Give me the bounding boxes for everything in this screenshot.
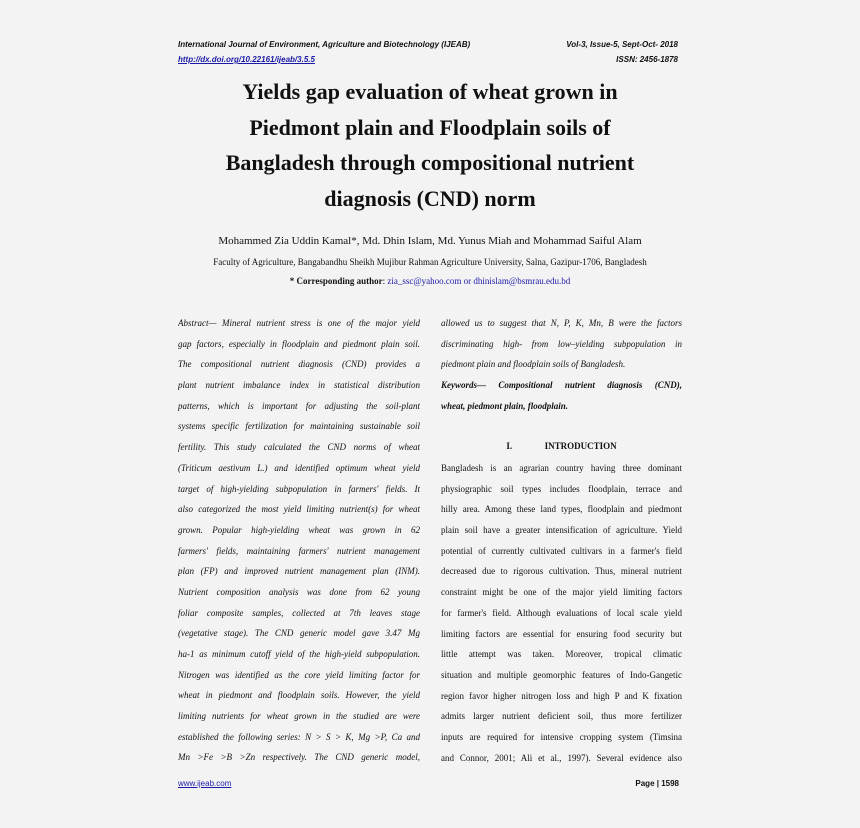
introduction-body bbox=[441, 458, 682, 768]
title-line: Piedmont plain and Floodplain soils of bbox=[249, 114, 611, 140]
volume-issue: Vol-3, Issue-5, Sept-Oct- 2018 bbox=[566, 40, 678, 49]
abstract-line: foliar composite samples, collected at 7th leaves stage bbox=[178, 607, 420, 618]
intro-line: region favor higher nitrogen loss and high P and K fixation bbox=[441, 690, 682, 701]
abstract-line: Nitrogen was identified as the core yield limiting factor for bbox=[178, 669, 420, 680]
journal-website-link[interactable]: www.ijeab.com bbox=[178, 779, 232, 788]
abstract-line: farmers' fields, maintaining farmers' nutrient management bbox=[178, 545, 420, 556]
abstract-line: plan (FP) and improved nutrient management plan (INM). bbox=[178, 566, 420, 577]
section-title: INTRODUCTION bbox=[544, 441, 617, 451]
abstract-line: The compositional nutrient diagnosis (CND) provides a bbox=[178, 359, 420, 370]
intro-line: admits larger nutrient deficient soil, thus more fertilizer bbox=[441, 711, 682, 722]
intro-line: and Connor, 2001; Ali et al., 1997). Several evidence also bbox=[441, 752, 682, 763]
abstract-continued bbox=[441, 313, 682, 375]
keywords-line: wheat, piedmont plain, floodplain. bbox=[441, 400, 569, 411]
abstract-line: (vegetative stage). The CND generic model gave 3.47 Mg bbox=[178, 628, 420, 639]
intro-line: constraint might be one of the major yield limiting factors bbox=[441, 587, 682, 598]
intro-line: inputs are required for intensive cropping system (Timsina bbox=[441, 731, 682, 742]
email-links[interactable]: zia_ssc@yahoo.com or dhinislam@bsmrau.edu.bd bbox=[387, 276, 571, 286]
intro-line: decreased due to rigorous cultivation. Thus, mineral nutrient bbox=[441, 566, 682, 577]
abstract-line: (Triticum aestivum L.) and identified optimum wheat yield bbox=[178, 462, 420, 473]
abstract-line: grown. Popular high-yielding wheat was grown in 62 bbox=[178, 524, 420, 535]
affiliation: Faculty of Agriculture, Bangabandhu Sheikh Mujibur Rahman Agriculture University, Salna, Gazipur-1706, Bangladesh bbox=[213, 257, 647, 267]
keywords bbox=[441, 375, 682, 416]
intro-line: plain soil have a greater intensification of agriculture. Yield bbox=[441, 525, 682, 536]
intro-line: situation and multiple geomorphic features of Indo-Gangetic bbox=[441, 669, 682, 680]
abstract-line: also categorized the most yield limiting nutrient(s) for wheat bbox=[178, 504, 420, 515]
abstract-line: wheat in piedmont and floodplain soils. However, the yield bbox=[178, 690, 420, 701]
section-number: I. bbox=[506, 441, 513, 451]
abstract-line: Mn >Fe >B >Zn respectively. The CND generic model, bbox=[178, 752, 420, 763]
intro-line: limiting factors are essential for ensuring food security but bbox=[441, 628, 682, 639]
intro-line: hilly area. Among these land types, floodplain and piedmont bbox=[441, 504, 682, 515]
page-number: Page | 1598 bbox=[635, 779, 679, 788]
issn: ISSN: 2456-1878 bbox=[616, 55, 678, 64]
abstract-line: target of high-yielding subpopulation in farmers' fields. It bbox=[178, 483, 420, 494]
title-line: Bangladesh through compositional nutrient bbox=[225, 150, 635, 175]
intro-line: little attempt was taken. Moreover, tropical climatic bbox=[441, 649, 682, 660]
intro-line: Bangladesh is an agrarian country having three dominant bbox=[441, 463, 682, 473]
abstract-line: plant nutrient imbalance index in statistical distribution bbox=[178, 380, 420, 391]
title-line: diagnosis (CND) norm bbox=[324, 185, 536, 211]
paper-title bbox=[150, 74, 710, 216]
abstract-line: patterns, which is important for adjusting the soil-plant bbox=[178, 400, 420, 411]
abstract-line: established the following series: N > S > K, Mg >P, Ca and bbox=[178, 731, 420, 742]
corresponding-author: * Corresponding author: zia_ssc@yahoo.com or dhinislam@bsmrau.edu.bd bbox=[289, 276, 571, 286]
abstract-line: Nutrient composition analysis was done from 62 young bbox=[178, 586, 420, 597]
doi-link[interactable]: http://dx.doi.org/10.22161/ijeab/3.5.5 bbox=[178, 55, 315, 64]
abstract-line: systems specific fertilization for maintaining sustainable soil bbox=[178, 421, 420, 432]
intro-line: physiographic soil types includes floodplain, terrace and bbox=[441, 483, 682, 494]
abstract-line: piedmont plain and floodplain soils of Bangladesh. bbox=[441, 359, 626, 370]
abstract-line: gap factors, especially in floodplain and piedmont plain soil. bbox=[178, 338, 420, 349]
author-list: Mohammed Zia Uddin Kamal*, Md. Dhin Islam, Md. Yunus Miah and Mohammad Saiful Alam bbox=[218, 235, 642, 247]
abstract-column bbox=[178, 313, 420, 768]
intro-line: for farmer's field. Although evaluations of local scale yield bbox=[441, 607, 682, 618]
abstract-line: ha-1 as minimum cutoff yield of the high-yield subpopulation. bbox=[178, 649, 420, 659]
abstract-line: discriminating high- from low–yielding subpopulation in bbox=[441, 338, 682, 349]
keywords-line: Keywords— Compositional nutrient diagnosis (CND), bbox=[441, 380, 682, 390]
abstract-line: limiting nutrients for wheat grown in the studied are were bbox=[178, 711, 420, 722]
journal-name: International Journal of Environment, Agriculture and Biotechnology (IJEAB) bbox=[178, 40, 471, 49]
abstract-line: Abstract— Mineral nutrient stress is one of the major yield bbox=[178, 318, 420, 328]
abstract-line: allowed us to suggest that N, P, K, Mn, B were the factors bbox=[441, 318, 682, 328]
abstract-line: fertility. This study calculated the CND norms of wheat bbox=[178, 442, 420, 453]
intro-line: potential of currently cultivated cultivars in a farmer's field bbox=[441, 545, 682, 556]
section-heading bbox=[441, 441, 682, 451]
corresponding-label: * Corresponding author bbox=[289, 276, 383, 286]
title-line: Yields gap evaluation of wheat grown in bbox=[242, 79, 618, 104]
